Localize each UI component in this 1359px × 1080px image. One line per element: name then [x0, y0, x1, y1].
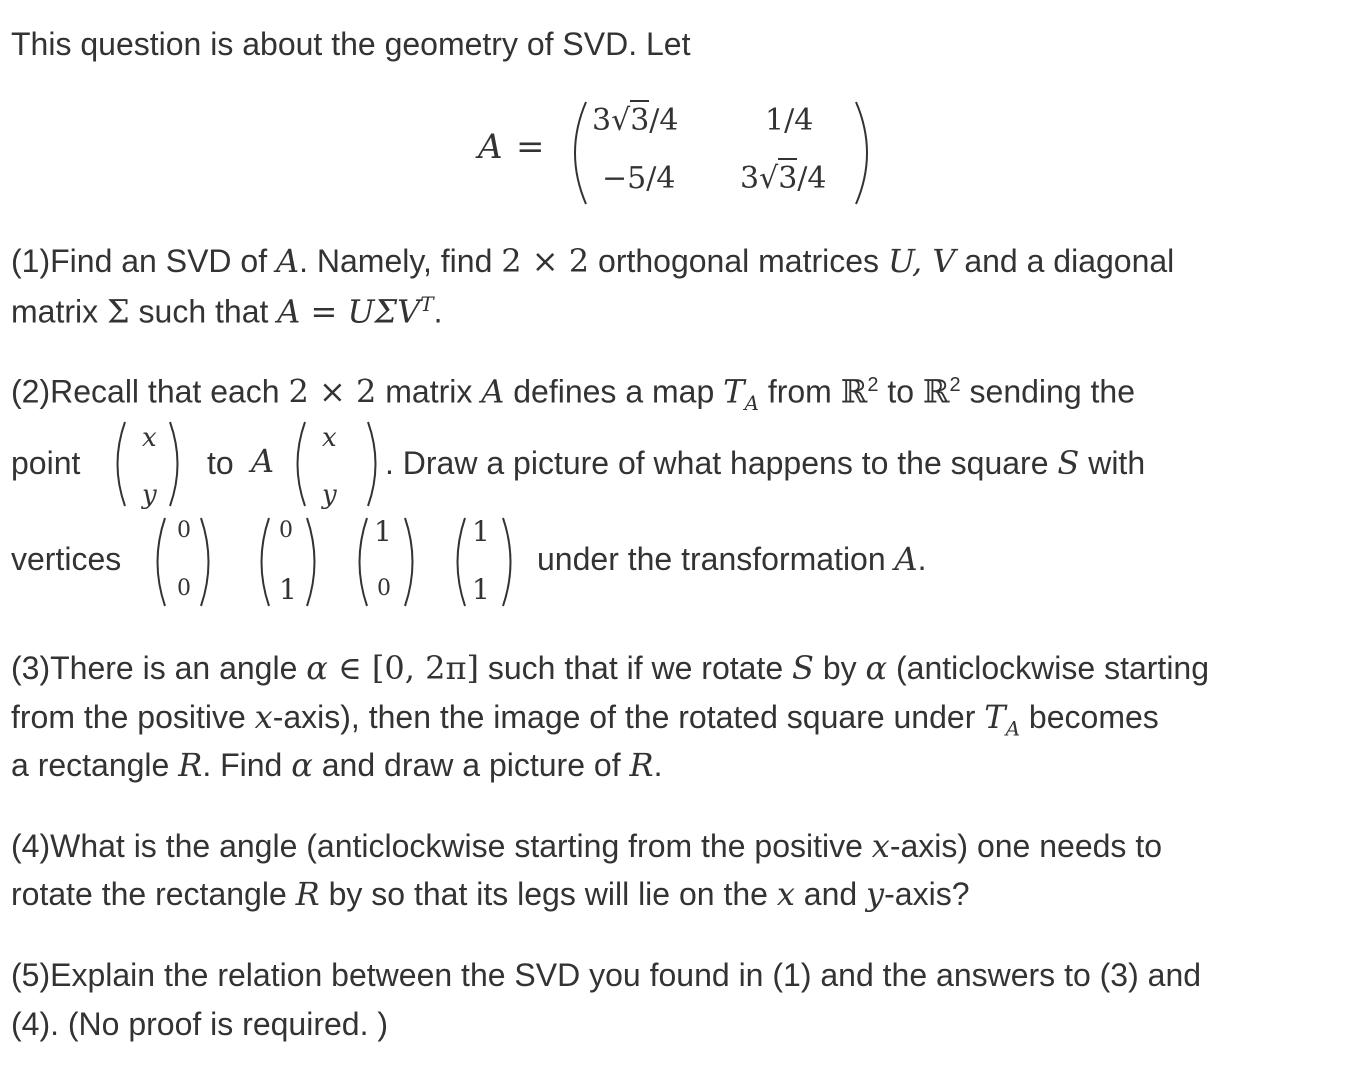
vertex-3-top: 1: [374, 515, 392, 548]
q3-line-1: (3)There is an angle α ∈ [0, 2π] such that if we rotate S by α (anticlockwise starting: [11, 649, 1210, 687]
vec-ax-x: x: [322, 423, 337, 453]
q3-label: (3): [11, 650, 51, 686]
vec-ax-y: y: [322, 480, 337, 510]
vert3-right-paren: [402, 514, 422, 610]
vertex-1-top: 0: [177, 518, 191, 543]
vert3-left-paren: [350, 514, 370, 610]
matrix-equals: =: [516, 127, 545, 167]
q1-line-1: (1)Find an SVD of A. Namely, find 2 × 2 orthogonal matrices U, V and a diagonal: [11, 242, 1175, 280]
vert4-right-paren: [500, 514, 520, 610]
q5-line-1: (5)Explain the relation between the SVD you found in (1) and the answers to (3) and: [11, 957, 1202, 993]
q2-line-1: (2)Recall that each 2 × 2 matrix A defines a map $T_A$ from ℝ$^2$ to ℝ$^2$ sending the: [11, 372, 1135, 416]
vert2-left-paren: [252, 514, 272, 610]
q2-label: (2): [11, 373, 51, 410]
matrix-cell-12: 1/4: [765, 103, 814, 138]
vertex-1-bottom: 0: [177, 576, 191, 601]
matrix-cell-22: 3√3/4: [740, 164, 827, 194]
vert1-right-paren: [198, 514, 218, 610]
matrix-label: A: [478, 127, 503, 167]
q3-line-2: from the positive x-axis), then the image of the rotated square under $T_A$ becomes: [11, 698, 1159, 741]
vertex-2-top: 0: [279, 518, 293, 543]
q2-point-word: point: [11, 445, 81, 481]
q1-label: (1): [11, 243, 51, 279]
q4-line-2: rotate the rectangle R by so that its legs will lie on the x and y-axis?: [11, 875, 970, 913]
matrix-cell-21: −5/4: [602, 161, 676, 196]
vec-y: y: [142, 480, 157, 510]
q1-line-2: matrix Σ such that $A = U\Sigma V^T$.: [11, 292, 443, 331]
matrix-cell-11: 3√3/4: [592, 106, 679, 136]
vec-axy-right-paren: [365, 418, 385, 510]
q5-label: (5): [11, 957, 51, 993]
matrix-left-paren: [560, 98, 590, 208]
vert2-right-paren: [304, 514, 324, 610]
vec-x: x: [142, 423, 157, 453]
q4-line-1: (4)What is the angle (anticlockwise starting from the positive x-axis) one needs to: [11, 827, 1162, 865]
q4-label: (4): [11, 828, 51, 864]
q3-line-3: a rectangle R. Find α and draw a picture of R.: [11, 746, 663, 784]
vec-xy-left-paren: [108, 418, 128, 510]
vertex-2-bottom: 1: [279, 573, 297, 606]
vert4-left-paren: [448, 514, 468, 610]
matrix-right-paren: [852, 98, 882, 208]
vec-xy-right-paren: [167, 418, 187, 510]
vert1-left-paren: [148, 514, 168, 610]
q5-line-2: (4). (No proof is required. ): [11, 1006, 389, 1042]
q2-vertices-word: vertices: [11, 541, 122, 577]
intro-text: This question is about the geometry of SVD. Let: [11, 26, 691, 62]
vertex-3-bottom: 0: [377, 576, 391, 601]
vertex-4-bottom: 1: [472, 573, 490, 606]
vec-axy-left-paren: [288, 418, 308, 510]
vertex-4-top: 1: [472, 515, 490, 548]
